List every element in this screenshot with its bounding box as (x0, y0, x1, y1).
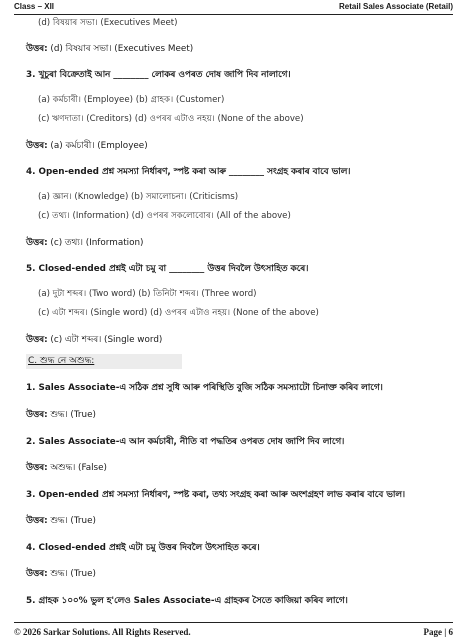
option-line: (d) বিষয়াৰ সভা। (Executives Meet) (38, 18, 178, 28)
question-4-options-cd: (c) তথ্য। (Information) (d) ওপৰৰ সকলোবোৰ। (All of the above) (38, 211, 291, 221)
tf-answer-3 (26, 513, 96, 528)
section-heading (26, 354, 182, 369)
answer-text: (a) কৰ্মচাৰী। (Employee) (47, 141, 148, 151)
answer-text: (d) বিষয়াৰ সভা। (Executives Meet) (47, 44, 194, 54)
header-subject: Retail Sales Associate (Retail) (339, 2, 453, 11)
page-footer (14, 622, 453, 641)
header-class: Class – XII (14, 2, 55, 11)
copyright-text: © 2026 Sarkar Solutions. All Rights Reserved. (14, 627, 191, 637)
question-4-options-ab: (a) জ্ঞান। (Knowledge) (b) সমালোচনা। (Criticisms) (38, 192, 239, 202)
true-false-3: 3. Open-ended প্ৰশ্ন সমস্যা নিৰ্ধাৰণ, স্পষ্ট কৰা, তথ্য সংগ্ৰহ কৰা আৰু অংশগ্ৰহণ লাভ কৰাৰ বাবে ভাল। (26, 490, 406, 500)
answer-text: শুদ্ধ। (True) (47, 516, 96, 526)
answer-3 (26, 138, 148, 153)
answer-label: উত্তৰ: (26, 141, 48, 151)
answer-line (26, 41, 193, 56)
answer-label: উত্তৰ: (26, 569, 48, 579)
tf-answer-1 (26, 407, 96, 422)
answer-label: উত্তৰ: (26, 238, 48, 248)
tf-answer-4 (26, 566, 96, 581)
question-3-options-cd: (c) ঋণদাতা। (Creditors) (d) ওপৰৰ এটাও নহয়। (None of the above) (38, 114, 304, 124)
question-5-options-cd: (c) এটা শব্দৰ। (Single word) (d) ওপৰৰ এটাও নহয়। (None of the above) (38, 308, 319, 318)
answer-text: (c) তথ্য। (Information) (47, 238, 144, 248)
answer-label: উত্তৰ: (26, 463, 48, 473)
section-title: C. শুদ্ধ নে অশুদ্ধ: (28, 356, 95, 366)
tf-answer-2 (26, 460, 107, 475)
answer-label: উত্তৰ: (26, 335, 48, 345)
true-false-4: 4. Closed-ended প্ৰশ্নই এটা চমু উত্তৰ দিবলৈ উৎসাহিত কৰে। (26, 543, 260, 553)
answer-text: (c) এটা শব্দৰ। (Single word) (47, 335, 163, 345)
true-false-2: 2. Sales Associate-এ আন কৰ্মচাৰী, নীতি বা পদ্ধতিৰ ওপৰত দোষ জাপি দিব লাগে। (26, 437, 345, 447)
question-3-options-ab: (a) কৰ্মচাৰী। (Employee) (b) গ্ৰাহক। (Customer) (38, 95, 225, 105)
answer-5 (26, 332, 162, 347)
answer-text: শুদ্ধ। (True) (47, 569, 96, 579)
true-false-5: 5. গ্ৰাহক ১০০% ভুল হ'লেও Sales Associate-এ গ্ৰাহকৰ সৈতে কাজিয়া কৰিব লাগে। (26, 596, 348, 606)
page-header (14, 0, 453, 15)
question-4: 4. Open-ended প্ৰশ্ন সমস্যা নিৰ্ধাৰণ, স্পষ্ট কৰা আৰু ________ সংগ্ৰহ কৰাৰ বাবে ভাল। (26, 167, 351, 177)
answer-label: উত্তৰ: (26, 44, 48, 54)
question-3: 3. খুচুৰা বিক্ৰেতাই আন ________ লোকৰ ওপৰত দোষ জাপি দিব নালাগে। (26, 70, 291, 80)
question-5: 5. Closed-ended প্ৰশ্নই এটা চমু বা ________ উত্তৰ দিবলৈ উৎসাহিত কৰে। (26, 264, 309, 274)
answer-text: অশুদ্ধ। (False) (47, 463, 107, 473)
answer-label: উত্তৰ: (26, 516, 48, 526)
question-5-options-ab: (a) দুটা শব্দৰ। (Two word) (b) তিনিটা শব্দৰ। (Three word) (38, 289, 257, 299)
answer-4 (26, 235, 144, 250)
answer-label: উত্তৰ: (26, 410, 48, 420)
true-false-1: 1. Sales Associate-এ সঠিক প্ৰশ্ন সুধি আৰু পৰিস্থিতি বুজি সঠিক সমস্যাটো চিনাক্ত কৰিব লাগে। (26, 383, 383, 393)
answer-text: শুদ্ধ। (True) (47, 410, 96, 420)
page-number: Page | 6 (423, 627, 453, 637)
